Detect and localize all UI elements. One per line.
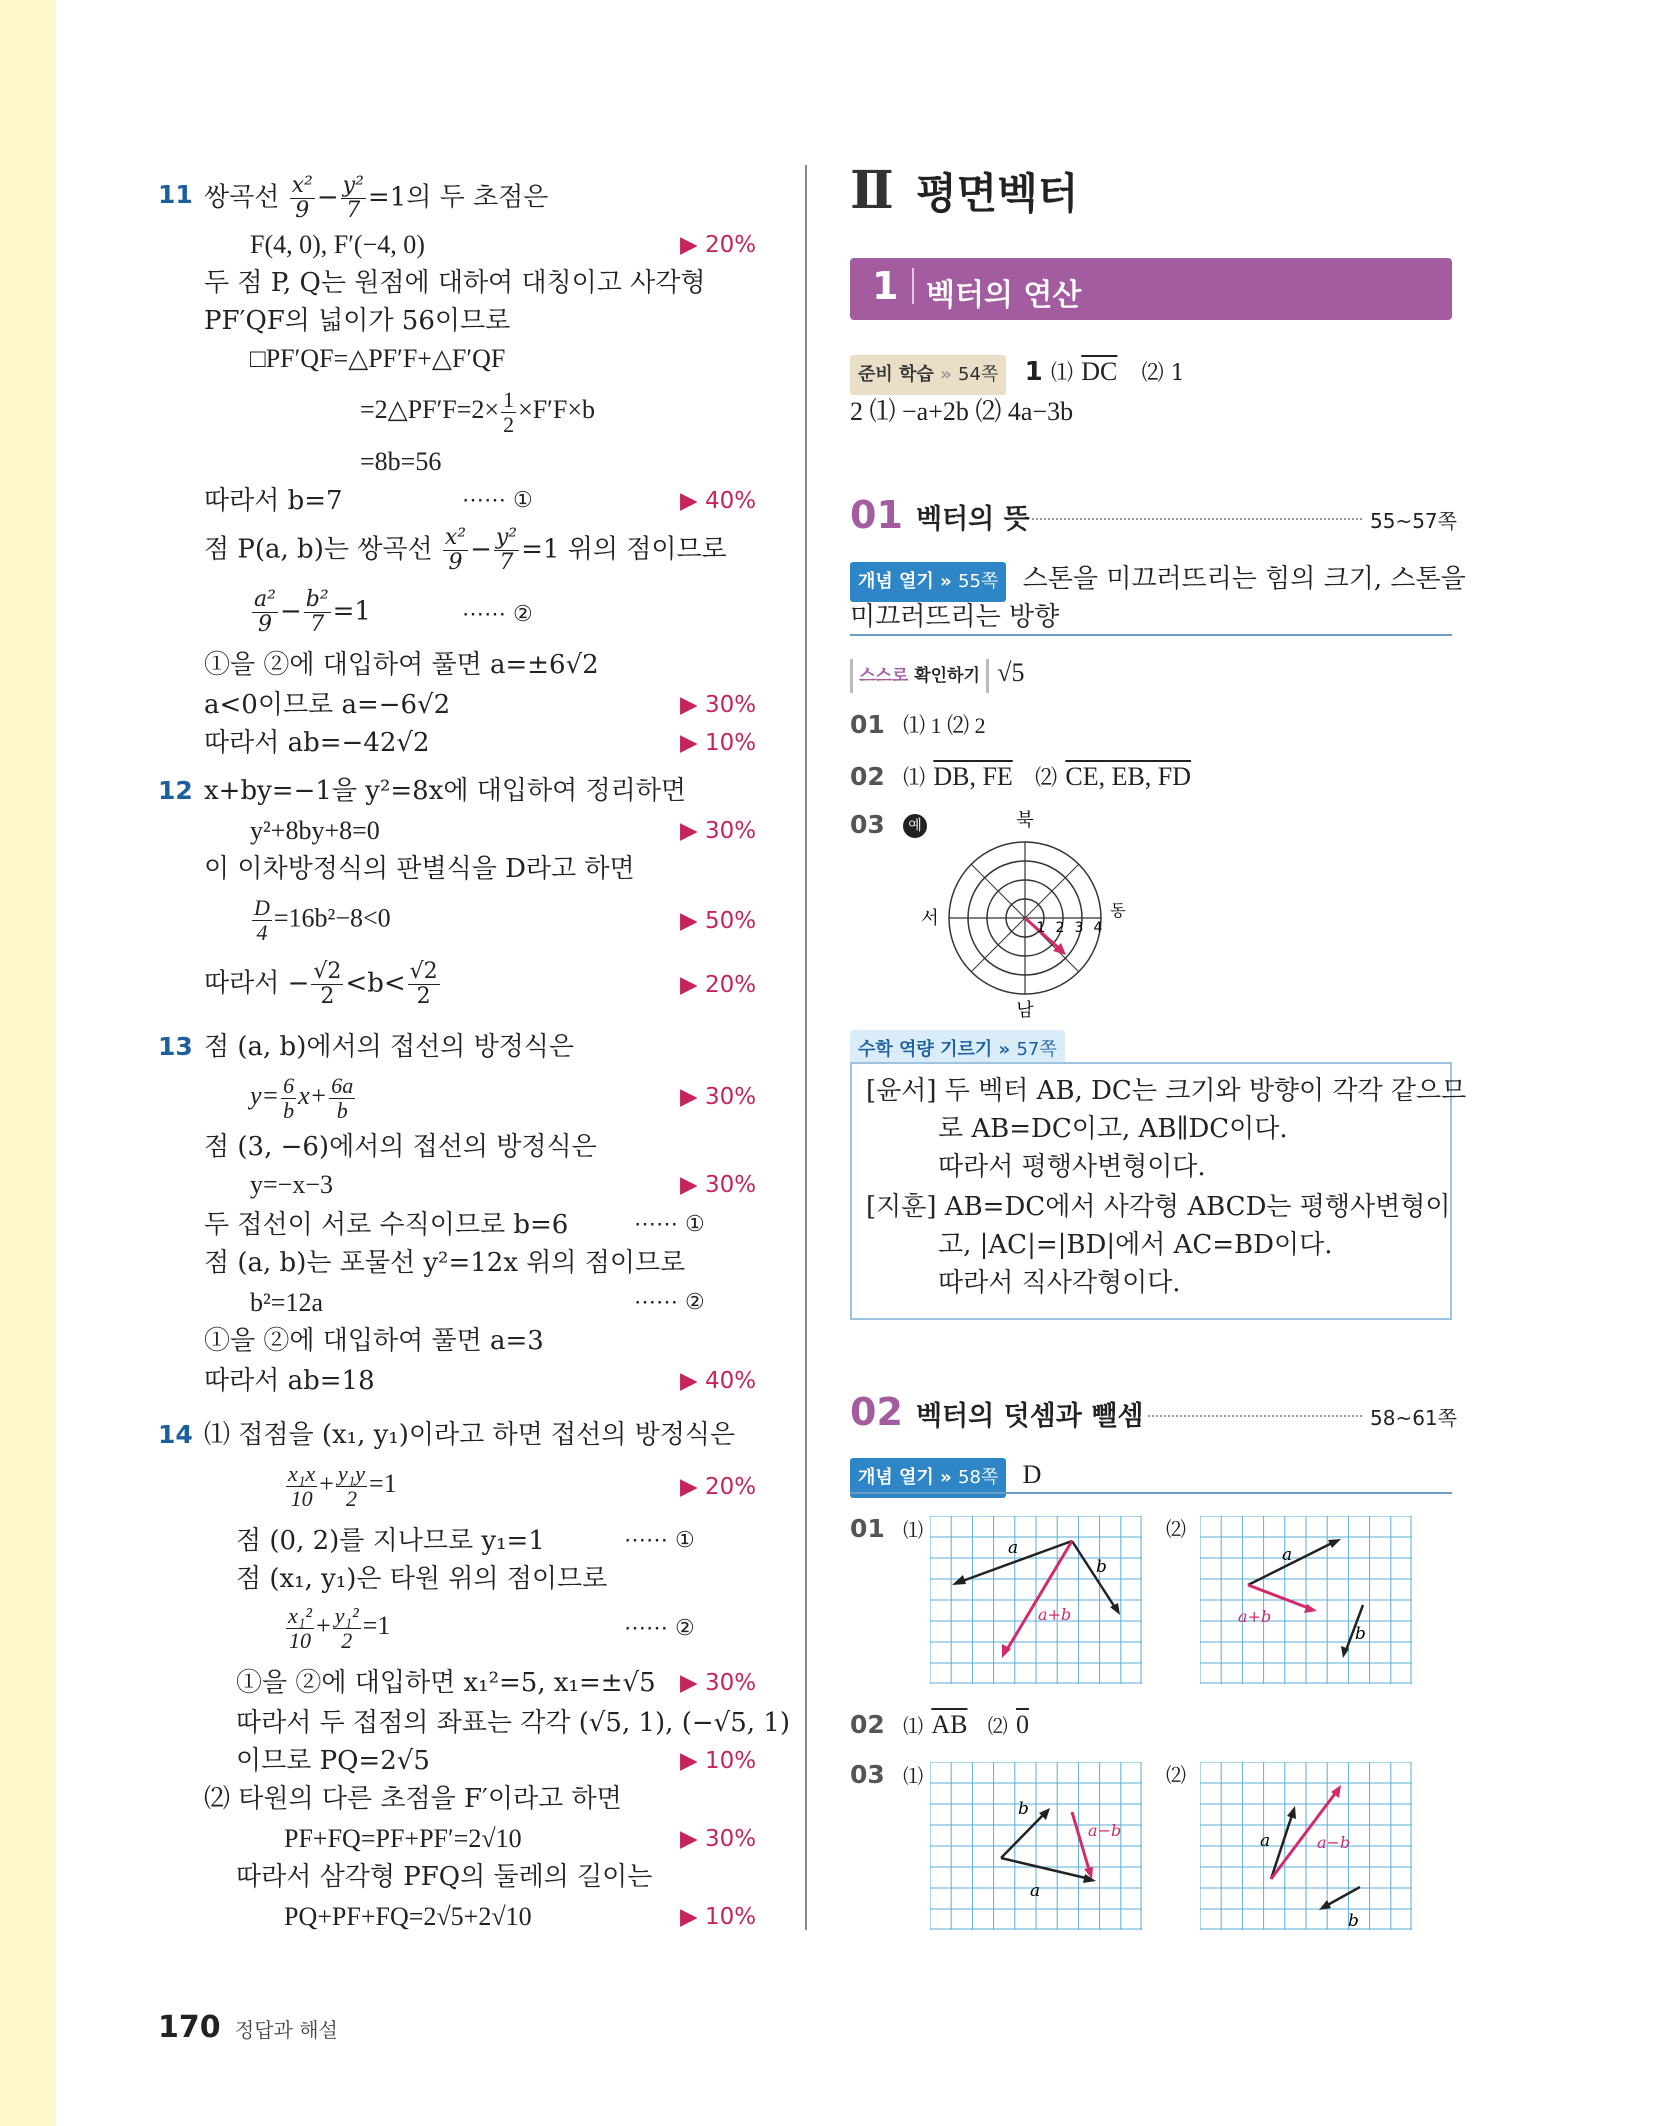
num: x² — [444, 525, 467, 550]
concept-open-1-cont: 미끄러뜨리는 방향 — [850, 602, 1060, 632]
arrowhead-icon — [952, 1575, 966, 1585]
p11-line-12: a<0이므로 a=−6√2 — [204, 690, 451, 720]
percent-10: ▶ 10% — [680, 1748, 757, 1774]
tag-page: 57쪽 — [1016, 1039, 1057, 1060]
fraction — [304, 588, 331, 637]
tag-text: 수학 역량 기르기 — [858, 1039, 993, 1060]
tag-page: 54쪽 — [958, 364, 999, 385]
text: =1 위의 점이므로 — [521, 534, 727, 565]
tick-4: 4 — [1093, 920, 1103, 936]
item-number: 1 — [1024, 357, 1043, 387]
text: <b< — [345, 968, 406, 999]
fraction — [311, 960, 343, 1009]
p13-line-9: 따라서 ab=18 — [204, 1366, 375, 1396]
section-banner — [850, 258, 1452, 320]
p11-line-13: 따라서 ab=−42√2 — [204, 728, 430, 758]
tag-text: 준비 학습 — [858, 364, 934, 385]
prep-tag — [850, 355, 1006, 395]
north-label: 북 — [1016, 810, 1034, 831]
section-02-heading — [850, 1390, 1143, 1434]
num: y² — [342, 173, 364, 198]
prep-line-1 — [850, 355, 1185, 395]
chevron-icon: » — [998, 1039, 1011, 1060]
vector-text: CE, EB, FD — [1065, 762, 1192, 791]
text: ×F′F×b — [518, 395, 595, 424]
den: 9 — [257, 612, 272, 637]
fraction — [286, 1604, 314, 1653]
vector-text: 0 — [1015, 1710, 1029, 1739]
column-divider — [805, 165, 807, 1930]
fraction — [252, 588, 278, 637]
den: 2 — [341, 1627, 353, 1653]
den: 2 — [320, 984, 335, 1009]
p13-line-4: y=−x−3 — [250, 1170, 333, 1199]
percent-20: ▶ 20% — [680, 232, 757, 258]
label-b: b — [1018, 1799, 1029, 1819]
tag-text: 확인하기 — [914, 666, 980, 686]
fraction — [336, 1462, 367, 1511]
fraction — [290, 174, 315, 223]
chapter-title-text: 평면벡터 — [916, 169, 1079, 218]
q-number: 03 — [850, 810, 885, 839]
vector-grid-01-2 — [1200, 1516, 1412, 1684]
num: y₁² — [334, 1602, 359, 1628]
p13-line-2 — [250, 1072, 357, 1126]
arrowhead-icon — [1287, 1806, 1296, 1819]
num: 6a — [331, 1072, 354, 1098]
grid-lines — [930, 1762, 1142, 1930]
den: 7 — [499, 550, 514, 575]
percent-30: ▶ 30% — [680, 1826, 757, 1852]
p12-line-1: x+by=−1을 y²=8x에 대입하여 정리하면 — [204, 776, 686, 806]
p14-line-11: 따라서 삼각형 PFQ의 둘레의 길이는 — [236, 1862, 653, 1892]
grid-lines — [1200, 1762, 1412, 1930]
p14-line-3: 점 (0, 2)를 지나므로 y₁=1 — [236, 1526, 545, 1556]
text: =16b²−8<0 — [273, 903, 391, 933]
p11-line-11: ①을 ②에 대입하여 풀면 a=±6√2 — [204, 650, 599, 680]
percent-40: ▶ 40% — [680, 488, 757, 514]
percent-20: ▶ 20% — [680, 1474, 757, 1500]
p13-line-7: b²=12a — [250, 1288, 323, 1317]
p13-line-3: 점 (3, −6)에서의 접선의 방정식은 — [204, 1132, 597, 1162]
percent-20: ▶ 20% — [680, 972, 757, 998]
vector-grid-03-1 — [930, 1762, 1142, 1930]
num: √2 — [409, 959, 438, 984]
problem-11-number: 11 — [158, 180, 193, 209]
section-02-pages: 58~61쪽 — [1370, 1406, 1457, 1430]
section-01-pages: 55~57쪽 — [1370, 509, 1457, 533]
fraction — [281, 1074, 296, 1123]
text: ⑴ — [903, 766, 926, 791]
num: D — [254, 895, 270, 920]
label-b: b — [1348, 1911, 1359, 1930]
tag-text: 개념 열기 — [858, 571, 934, 592]
p11-line-5: □PF′QF=△PF′F+△F′QF — [250, 344, 506, 373]
jihoon-line-2: 고, |AC|=|BD|에서 AC=BD이다. — [938, 1230, 1333, 1260]
text: 쌍곡선 — [204, 182, 280, 213]
fraction — [329, 1074, 355, 1123]
mark-2: ⋯⋯ ② — [462, 602, 533, 627]
text: =1 — [369, 1469, 397, 1498]
tick-3: 3 — [1074, 920, 1084, 936]
answer: D — [1022, 1460, 1042, 1489]
p11-line-6 — [360, 386, 595, 440]
ability-box — [850, 1062, 1467, 1320]
text: ⑵ 1 — [1141, 361, 1185, 386]
p14-line-10: PF+FQ=PF+PF′=2√10 — [284, 1824, 522, 1853]
percent-30: ▶ 30% — [680, 1084, 757, 1110]
speaker: [윤서] — [866, 1076, 937, 1106]
q-number: 02 — [850, 762, 885, 791]
tag-text: 스스로 — [859, 666, 909, 686]
p11-line-2: F(4, 0), F′(−4, 0) — [250, 230, 425, 259]
percent-30: ▶ 30% — [680, 818, 757, 844]
q01-line — [850, 708, 986, 743]
p12-line-5 — [204, 960, 442, 1010]
num: 6 — [283, 1072, 295, 1098]
percent-10: ▶ 10% — [680, 730, 757, 756]
op: + — [316, 1611, 331, 1640]
chevron-icon: » — [940, 571, 952, 592]
num: √2 — [313, 959, 342, 984]
section-02-number: 02 — [850, 1390, 903, 1434]
num: b² — [305, 587, 329, 612]
page-caption: 정답과 해설 — [234, 2018, 338, 2042]
mark-2: ⋯⋯ ② — [624, 1616, 695, 1641]
part-label: ⑴ — [903, 1714, 924, 1738]
chapter-title — [850, 160, 1078, 221]
arrowhead-icon — [1110, 1603, 1120, 1615]
tick-1: 1 — [1036, 920, 1046, 936]
text: AB=DC에서 사각형 ABCD는 평행사변형이 — [944, 1192, 1451, 1222]
p14-line-12: PQ+PF+FQ=2√5+2√10 — [284, 1902, 532, 1931]
section-number: 1 — [872, 264, 899, 308]
den: 10 — [290, 1485, 313, 1511]
vector-text: DB, FE — [933, 762, 1013, 791]
section-01-heading — [850, 493, 1030, 537]
page-number: 170 — [158, 2010, 221, 2045]
op: − — [470, 534, 492, 565]
fraction — [494, 526, 519, 575]
q2-02-line — [850, 1708, 1029, 1743]
label-b: b — [1355, 1624, 1366, 1644]
percent-50: ▶ 50% — [680, 908, 757, 934]
problem-14-number: 14 — [158, 1420, 193, 1449]
tag-page: 55쪽 — [958, 571, 999, 592]
q02-line — [850, 760, 1191, 796]
problem-12-number: 12 — [158, 776, 193, 805]
q03-line — [850, 808, 927, 842]
p14-line-7: 따라서 두 접점의 좌표는 각각 (√5, 1), (−√5, 1) — [236, 1708, 790, 1738]
den: 2 — [345, 1485, 357, 1511]
p13-line-8: ①을 ②에 대입하여 풀면 a=3 — [204, 1326, 544, 1356]
p13-line-1: 점 (a, b)에서의 접선의 방정식은 — [204, 1032, 575, 1062]
vector-grid-03-2 — [1200, 1762, 1412, 1930]
q2-03-line — [850, 1758, 923, 1793]
rule — [850, 1492, 1452, 1494]
grid-lines — [1200, 1516, 1412, 1684]
label-a: a — [1008, 1538, 1019, 1558]
fraction — [408, 960, 440, 1009]
mark-1: ⋯⋯ ① — [462, 488, 533, 513]
text: ⑵ — [1035, 766, 1058, 791]
q2-03-part2: ⑵ — [1166, 1763, 1186, 1787]
tag-text: 개념 열기 — [858, 1467, 934, 1488]
op: + — [319, 1469, 334, 1498]
mark-1: ⋯⋯ ① — [624, 1528, 695, 1553]
p11-line-7: =8b=56 — [360, 447, 442, 476]
p14-line-9: ⑵ 타원의 다른 초점을 F′이라고 하면 — [204, 1784, 622, 1814]
fraction — [341, 174, 366, 223]
self-check-tag — [850, 659, 989, 693]
concept-open-1 — [850, 562, 1466, 602]
label-a-minus-b: a−b — [1088, 1821, 1122, 1840]
self-check — [850, 656, 1024, 693]
q-number: 01 — [850, 710, 885, 739]
jihoon-line-1 — [866, 1190, 1451, 1224]
p12-line-2: y²+8by+8=0 — [250, 816, 380, 845]
p14-line-2 — [284, 1460, 397, 1514]
mark-2: ⋯⋯ ② — [634, 1290, 705, 1315]
page-footer — [158, 2010, 338, 2045]
rule — [850, 634, 1452, 636]
den: 2 — [416, 984, 431, 1009]
p12-line-4 — [250, 896, 391, 946]
text: y= — [250, 1081, 280, 1110]
problem-13-number: 13 — [158, 1032, 193, 1061]
page-side-band — [0, 0, 56, 2126]
p14-line-5 — [284, 1602, 390, 1656]
yunseo-line-2: 로 AB=DC이고, AB∥DC이다. — [938, 1114, 1288, 1144]
part-label: ⑴ — [903, 1764, 924, 1788]
vector-a-plus-b — [1248, 1585, 1311, 1609]
p13-line-5: 두 접선이 서로 수직이므로 b=6 — [204, 1210, 569, 1240]
chevron-icon: » — [940, 364, 952, 385]
den: 10 — [289, 1627, 311, 1653]
op: − — [316, 182, 339, 213]
label-a: a — [1030, 1881, 1041, 1901]
den: 7 — [346, 198, 361, 223]
p11-line-1 — [204, 174, 548, 224]
num: x² — [291, 173, 313, 198]
text: 두 벡터 AB, DC는 크기와 방향이 각각 같으므 — [944, 1076, 1467, 1106]
percent-30: ▶ 30% — [680, 1172, 757, 1198]
p14-line-6: ①을 ②에 대입하면 x₁²=5, x₁=±√5 — [236, 1668, 656, 1698]
p11-line-10 — [250, 588, 371, 638]
text: =2△PF′F=2× — [360, 395, 500, 424]
p11-line-8: 따라서 b=7 — [204, 486, 343, 516]
p14-line-4: 점 (x₁, y₁)은 타원 위의 점이므로 — [236, 1564, 608, 1594]
p11-line-3: 두 점 P, Q는 원점에 대하여 대칭이고 사각형 — [204, 268, 706, 298]
label-a-plus-b: a+b — [1038, 1605, 1072, 1624]
section-01-title: 벡터의 뜻 — [915, 504, 1030, 535]
percent-10: ▶ 10% — [680, 1904, 757, 1930]
q-number: 03 — [850, 1760, 885, 1789]
fraction — [501, 388, 516, 437]
speaker: [지훈] — [866, 1192, 937, 1222]
text: =1 — [362, 1611, 391, 1640]
yunseo-line-1 — [866, 1074, 1466, 1108]
fraction — [333, 1604, 361, 1653]
section-01-number: 01 — [850, 493, 903, 537]
chapter-numeral: Ⅱ — [850, 160, 894, 221]
num: x₁x — [288, 1460, 316, 1486]
label-a-minus-b: a−b — [1317, 1833, 1351, 1852]
yunseo-line-3: 따라서 평행사변형이다. — [938, 1152, 1206, 1182]
vector-grid-01-1 — [930, 1516, 1142, 1684]
den: 9 — [295, 198, 310, 223]
q2-01-line — [850, 1512, 923, 1547]
mark-1: ⋯⋯ ① — [634, 1212, 705, 1237]
text: ⑴ — [1050, 361, 1073, 386]
q2-01-part2: ⑵ — [1166, 1517, 1186, 1541]
num: 1 — [503, 386, 515, 412]
fraction — [286, 1462, 317, 1511]
tag-page: 58쪽 — [958, 1467, 999, 1488]
label-a: a — [1260, 1831, 1271, 1851]
section-title: 벡터의 연산 — [926, 278, 1082, 313]
concept-tag — [850, 562, 1006, 602]
p13-line-6: 점 (a, b)는 포물선 y²=12x 위의 점이므로 — [204, 1248, 686, 1278]
banner-separator — [912, 268, 914, 304]
vector-text: $\overline{DC}$ — [1081, 357, 1118, 386]
dotted-leader — [1032, 518, 1362, 520]
text: 따라서 − — [204, 968, 310, 999]
east-label: 동 — [1110, 901, 1126, 920]
num: a² — [254, 587, 276, 612]
num: x₁² — [288, 1602, 313, 1628]
text: 점 P(a, b)는 쌍곡선 — [204, 534, 433, 565]
dotted-leader — [1148, 1415, 1362, 1417]
arrowhead-icon — [1328, 1539, 1341, 1548]
label-a-plus-b: a+b — [1238, 1607, 1272, 1626]
vector-b — [1324, 1887, 1360, 1907]
prep-line-2: 2 ⑴ −a+2b ⑵ 4a−3b — [850, 397, 1074, 426]
text: x+ — [298, 1081, 328, 1110]
text: 스톤을 미끄러뜨리는 힘의 크기, 스톤을 — [1022, 564, 1466, 594]
jihoon-line-3: 따라서 직사각형이다. — [938, 1268, 1181, 1298]
p11-line-4: PF′QF의 넓이가 56이므로 — [204, 306, 511, 336]
percent-40: ▶ 40% — [680, 1368, 757, 1394]
percent-30: ▶ 30% — [680, 692, 757, 718]
label-b: b — [1096, 1557, 1107, 1577]
fraction — [443, 526, 468, 575]
part-label: ⑵ — [987, 1714, 1008, 1738]
q-number: 01 — [850, 1514, 885, 1543]
fraction — [252, 896, 272, 945]
den: 2 — [503, 411, 515, 437]
num: y² — [495, 525, 518, 550]
west-label: 서 — [921, 908, 939, 929]
p14-line-1: ⑴ 접점을 (x₁, y₁)이라고 하면 접선의 방정식은 — [204, 1420, 736, 1450]
den: 7 — [310, 612, 325, 637]
section-02-title: 벡터의 덧셈과 뺄셈 — [915, 1401, 1144, 1432]
den: 4 — [256, 920, 268, 945]
op: − — [279, 596, 302, 627]
text: ⑴ 1 ⑵ 2 — [903, 713, 986, 738]
num: y₁y — [337, 1460, 366, 1486]
text: =1 — [332, 596, 371, 627]
percent-30: ▶ 30% — [680, 1670, 757, 1696]
q-number: 02 — [850, 1710, 885, 1739]
den: 9 — [448, 550, 463, 575]
p12-line-3: 이 이차방정식의 판별식을 D라고 하면 — [204, 854, 635, 884]
compass-diagram — [920, 808, 1140, 1018]
south-label: 남 — [1016, 1000, 1034, 1018]
den: b — [283, 1097, 295, 1123]
part-label: ⑴ — [903, 1518, 924, 1542]
vector-text: $\overline{AB}$ — [931, 1710, 968, 1739]
den: b — [336, 1097, 348, 1123]
label-a: a — [1282, 1545, 1293, 1565]
text: =1의 두 초점은 — [367, 182, 549, 213]
tick-2: 2 — [1055, 920, 1065, 936]
p11-line-9 — [204, 526, 727, 576]
answer: √5 — [997, 658, 1025, 687]
chevron-icon: » — [940, 1467, 952, 1488]
p14-line-8: 이므로 PQ=2√5 — [236, 1746, 430, 1776]
example-badge: 예 — [903, 814, 927, 838]
